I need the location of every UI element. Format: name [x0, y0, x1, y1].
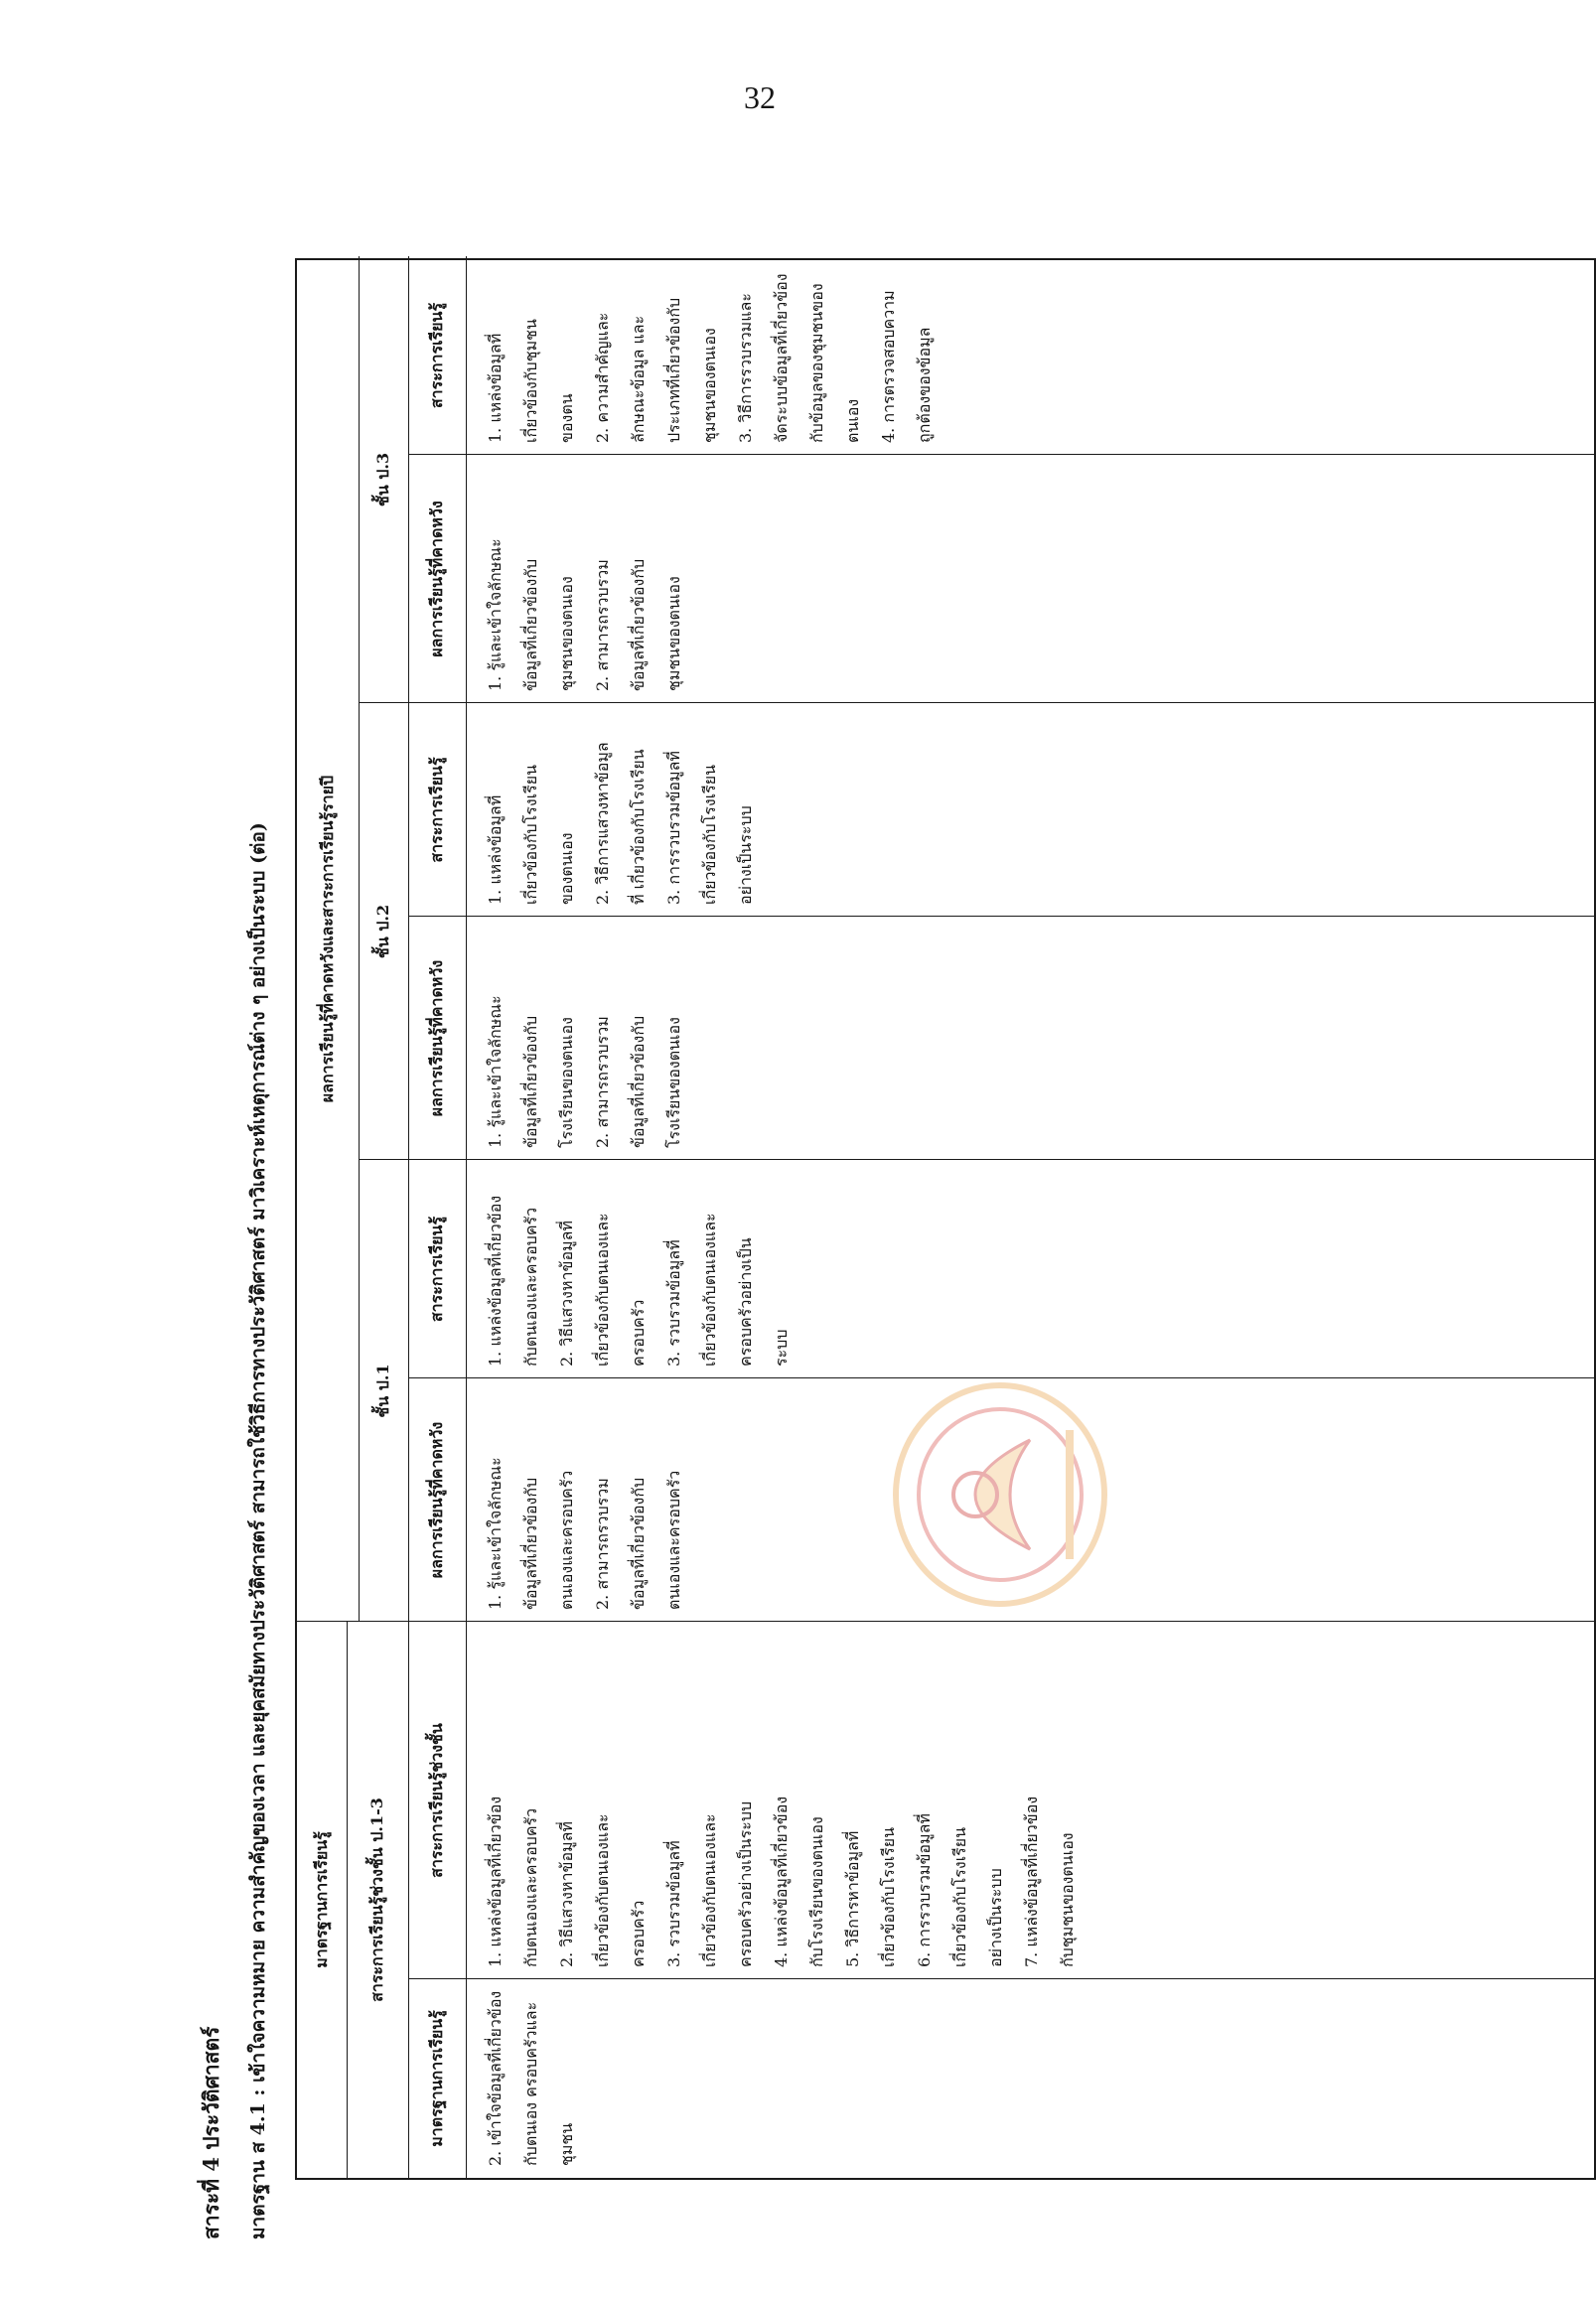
header-p3-content: สาระการเรียนรู้: [426, 302, 446, 409]
cell-range-content: 1. แหล่งข้อมูลที่เกี่ยวข้อง กับตนเองและครอบครัว 2. วิธีแสวงหาข้อมูลที่ เกี่ยวข้องกับตนเองและ ครอบครัว 3. รวบรวมข้อมูลที่ เกี่ยวข้องกับตนเองและ ครอบครัวอย่างเป็นระบบ 4. แหล่งข้อมูลที่เกี่ยวข้อง กับโรงเรียนของตนเอง 5. วิธีการหาข้อมูลที่ เกี่ยวข้องกับโรงเรียน 6. การรวบรวมข้อมูลที่ เกี่ยวข้องกับโรงเรียน อย่างเป็นระบบ 7. แหล่งข้อมูลที่เกี่ยวข้อง กับชุมชนของตนเอง: [486, 1796, 1077, 1967]
cell-p3-content: 1. แหล่งข้อมูลที่ เกี่ยวข้องกับชุมชน ของตน 2. ความสำคัญและ ลักษณะข้อมูล และ ประเภทที่เกี่ยวข้องกับ ชุมชนของตนเอง 3. วิธีการรวบรวมและ จัดระบบข้อมูลที่เกี่ยวข้อง กับข้อมูลของชุมชนของ ตนเอง 4. การตรวจสอบความ ถูกต้องของข้อมูล: [486, 273, 934, 443]
grid-line: [408, 256, 409, 2178]
standard-heading: มาตรฐาน ส 4.1 : เข้าใจความหมาย ความสำคัญของเวลา และยุคสมัยทางประวัติศาสตร์ สามารถใช้วิธีการทางประวัติศาสตร์ มาวิเคราะห์เหตุการณ์ต่าง ๆ อย่างเป็นระบบ (ต่อ): [247, 822, 269, 2239]
header-standard: มาตรฐานการเรียนรู้: [426, 2010, 446, 2147]
header-range-content: สาระการเรียนรู้ช่วงชั้น: [426, 1723, 446, 1878]
page-number: 32: [744, 79, 776, 115]
cell-p1-outcome: 1. รู้และเข้าใจลักษณะ ข้อมูลที่เกี่ยวข้องกับ ตนเองและครอบครัว 2. สามารถรวบรวม ข้อมูลที่เกี่ยวข้องกับ ตนเองและครอบครัว: [486, 1457, 683, 1610]
header-p1-content: สาระการเรียนรู้: [426, 1216, 446, 1323]
header-grade-p2: ชั้น ป.2: [372, 904, 392, 959]
cell-p1-content: 1. แหล่งข้อมูลที่เกี่ยวข้อง กับตนเองและครอบครัว 2. วิธีแสวงหาข้อมูลที่ เกี่ยวข้องกับตนเองและ ครอบครัว 3. รวบรวมข้อมูลที่ เกี่ยวข้องกับตนเองและ ครอบครัวอย่างเป็น ระบบ: [486, 1195, 791, 1367]
curriculum-table: [295, 258, 1596, 2180]
header-grade-p3: ชั้น ป.3: [372, 452, 392, 507]
header-range-title: สาระการเรียนรู้ช่วงชั้น ป.1-3: [366, 1798, 386, 2002]
header-p2-outcome: ผลการเรียนรู้ที่คาดหวัง: [426, 959, 446, 1117]
header-group-yearly: ผลการเรียนรู้ที่คาดหวังและสาระการเรียนรู้รายปี: [317, 775, 337, 1103]
cell-p2-content: 1. แหล่งข้อมูลที่ เกี่ยวข้องกับโรงเรียน ของตนเอง 2. วิธีการแสวงหาข้อมูล ที่ เกี่ยวข้องกับโรงเรียน 3. การรวบรวมข้อมูลที่ เกี่ยวข้องกับโรงเรียน อย่างเป็นระบบ: [486, 742, 755, 905]
header-p3-outcome: ผลการเรียนรู้ที่คาดหวัง: [426, 501, 446, 657]
header-p2-content: สาระการเรียนรู้: [426, 757, 446, 863]
cell-standard: 2. เข้าใจข้อมูลที่เกี่ยวข้อง กับตนเอง ครอบครัวและ ชุมชน: [486, 1990, 576, 2166]
header-group-standard: มาตรฐานการเรียนรู้: [311, 1831, 331, 1968]
grid-line: [359, 256, 360, 1622]
cell-p3-outcome: 1. รู้และเข้าใจลักษณะ ข้อมูลที่เกี่ยวข้องกับ ชุมชนของตนเอง 2. สามารถรวบรวม ข้อมูลที่เกี่ยวข้องกับ ชุมชนของตนเอง: [486, 538, 683, 691]
header-grade-p1: ชั้น ป.1: [372, 1364, 392, 1418]
school-emblem-watermark-icon: [881, 1370, 1119, 1619]
grid-line: [347, 1622, 348, 2178]
cell-p2-outcome: 1. รู้และเข้าใจลักษณะ ข้อมูลที่เกี่ยวข้องกับ โรงเรียนของตนเอง 2. สามารถรวบรวม ข้อมูลที่เกี่ยวข้องกับ โรงเรียนของตนเอง: [486, 995, 683, 1148]
header-p1-outcome: ผลการเรียนรู้ที่คาดหวัง: [426, 1421, 446, 1579]
rotated-table-sheet: [196, 258, 1596, 2239]
strand-heading: สาระที่ 4 ประวัติศาสตร์: [199, 2026, 223, 2239]
